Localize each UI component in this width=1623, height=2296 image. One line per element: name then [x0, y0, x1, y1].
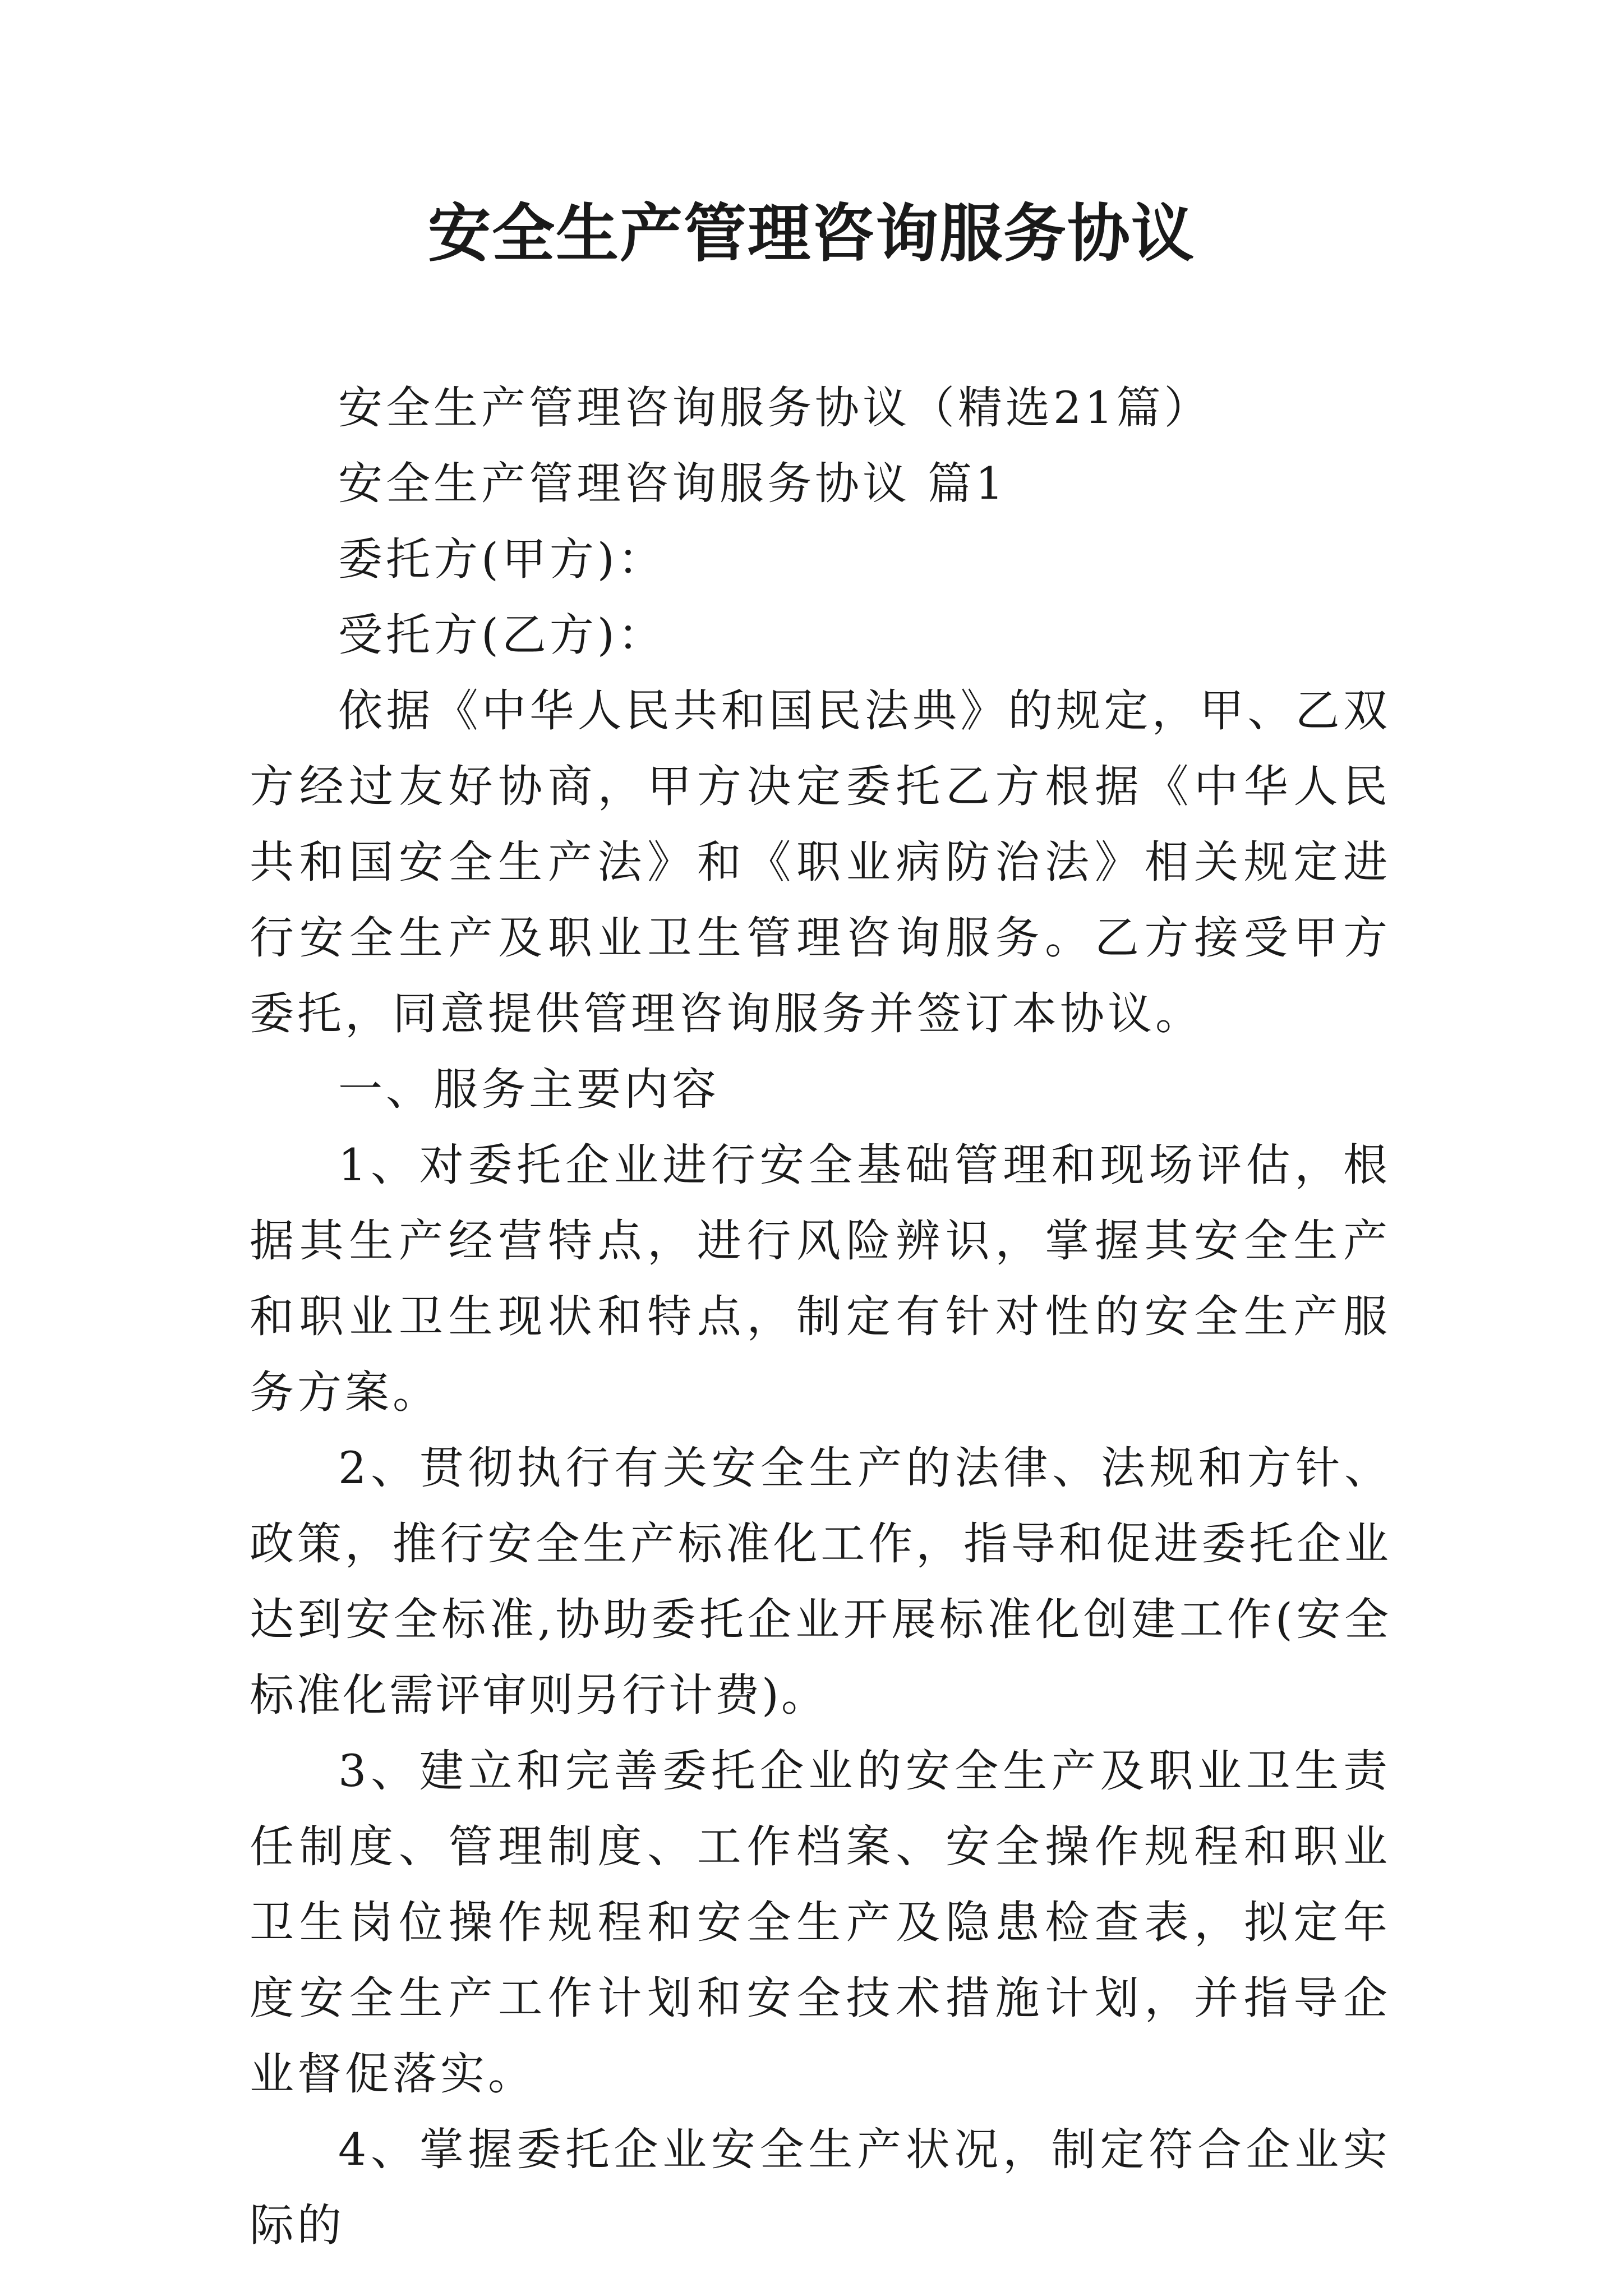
paragraph-section-heading: 安全生产管理咨询服务协议 篇1 — [338, 458, 1007, 509]
paragraph-party-b: 受托方(乙方)： — [338, 609, 666, 661]
paragraph-party-a: 委托方(甲方)： — [338, 533, 666, 585]
paragraph-preamble: 依据《中华人民共和国民法典》的规定，甲、乙双方经过友好协商，甲方决定委托乙方根据《中华人民共和国安全生产法》和《职业病防治法》相关规定进行安全生产及职业卫生管理咨询服务。乙方接受甲方委托，同意提供管理咨询服务并签订本协议。 — [250, 685, 1391, 1039]
paragraph-subtitle: 安全生产管理咨询服务协议（精选21篇） — [338, 382, 1212, 434]
document-title: 安全生产管理咨询服务协议 — [428, 197, 1195, 270]
paragraph-item-1: 1、对委托企业进行安全基础管理和现场评估，根据其生产经营特点，进行风险辨识，掌握其安全生产和职业卫生现状和特点，制定有针对性的安全生产服务方案。 — [250, 1139, 1391, 1418]
paragraph-heading-services: 一、服务主要内容 — [338, 1064, 720, 1115]
paragraph-item-3: 3、建立和完善委托企业的安全生产及职业卫生责任制度、管理制度、工作档案、安全操作规程和职业卫生岗位操作规程和安全生产及隐患检查表，拟定年度安全生产工作计划和安全技术措施计划，并指导企业督促落实。 — [250, 1745, 1391, 2100]
paragraph-item-4: 4、掌握委托企业安全生产状况，制定符合企业实际的 — [250, 2124, 1391, 2251]
paragraph-item-2: 2、贯彻执行有关安全生产的法律、法规和方针、政策，推行安全生产标准化工作，指导和促进委托企业达到安全标准,协助委托企业开展标准化创建工作(安全标准化需评审则另行计费)。 — [250, 1442, 1391, 1721]
document-body — [250, 370, 1391, 2263]
